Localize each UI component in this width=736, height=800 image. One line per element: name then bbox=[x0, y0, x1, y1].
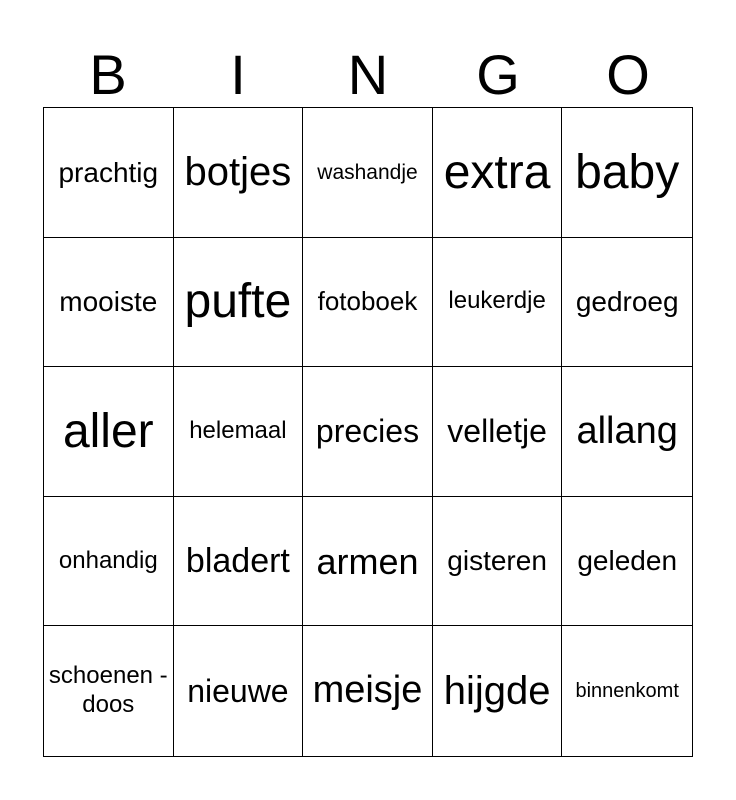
bingo-cell: helemaal bbox=[174, 367, 304, 497]
bingo-cell: hijgde bbox=[433, 626, 563, 756]
bingo-cell: gedroeg bbox=[562, 238, 692, 368]
bingo-cell: aller bbox=[44, 367, 174, 497]
bingo-cell: botjes bbox=[174, 108, 304, 238]
header-letter-n: N bbox=[347, 43, 389, 106]
bingo-cell: precies bbox=[303, 367, 433, 497]
bingo-cell: extra bbox=[433, 108, 563, 238]
bingo-card-grid bbox=[43, 107, 693, 757]
bingo-cell: velletje bbox=[433, 367, 563, 497]
bingo-header bbox=[43, 42, 693, 108]
header-letter-b: B bbox=[89, 43, 127, 106]
bingo-cell: baby bbox=[562, 108, 692, 238]
bingo-cell: onhandig bbox=[44, 497, 174, 627]
bingo-cell: schoenen - doos bbox=[44, 626, 174, 756]
bingo-cell: geleden bbox=[562, 497, 692, 627]
bingo-cell: armen bbox=[303, 497, 433, 627]
bingo-cell: allang bbox=[562, 367, 692, 497]
header-letter-i: I bbox=[230, 43, 246, 106]
bingo-cell: pufte bbox=[174, 238, 304, 368]
bingo-cell: fotoboek bbox=[303, 238, 433, 368]
bingo-cell: mooiste bbox=[44, 238, 174, 368]
bingo-cell: gisteren bbox=[433, 497, 563, 627]
bingo-cell: nieuwe bbox=[174, 626, 304, 756]
bingo-cell: binnenkomt bbox=[575, 680, 679, 703]
header-letter-o: O bbox=[606, 43, 650, 106]
bingo-cell: prachtig bbox=[44, 108, 174, 238]
bingo-cell: washandje bbox=[303, 108, 433, 238]
header-letter-g: G bbox=[476, 43, 520, 106]
bingo-cell: meisje bbox=[303, 626, 433, 756]
bingo-cell: leukerdje bbox=[433, 238, 563, 368]
bingo-cell: bladert bbox=[174, 497, 304, 627]
